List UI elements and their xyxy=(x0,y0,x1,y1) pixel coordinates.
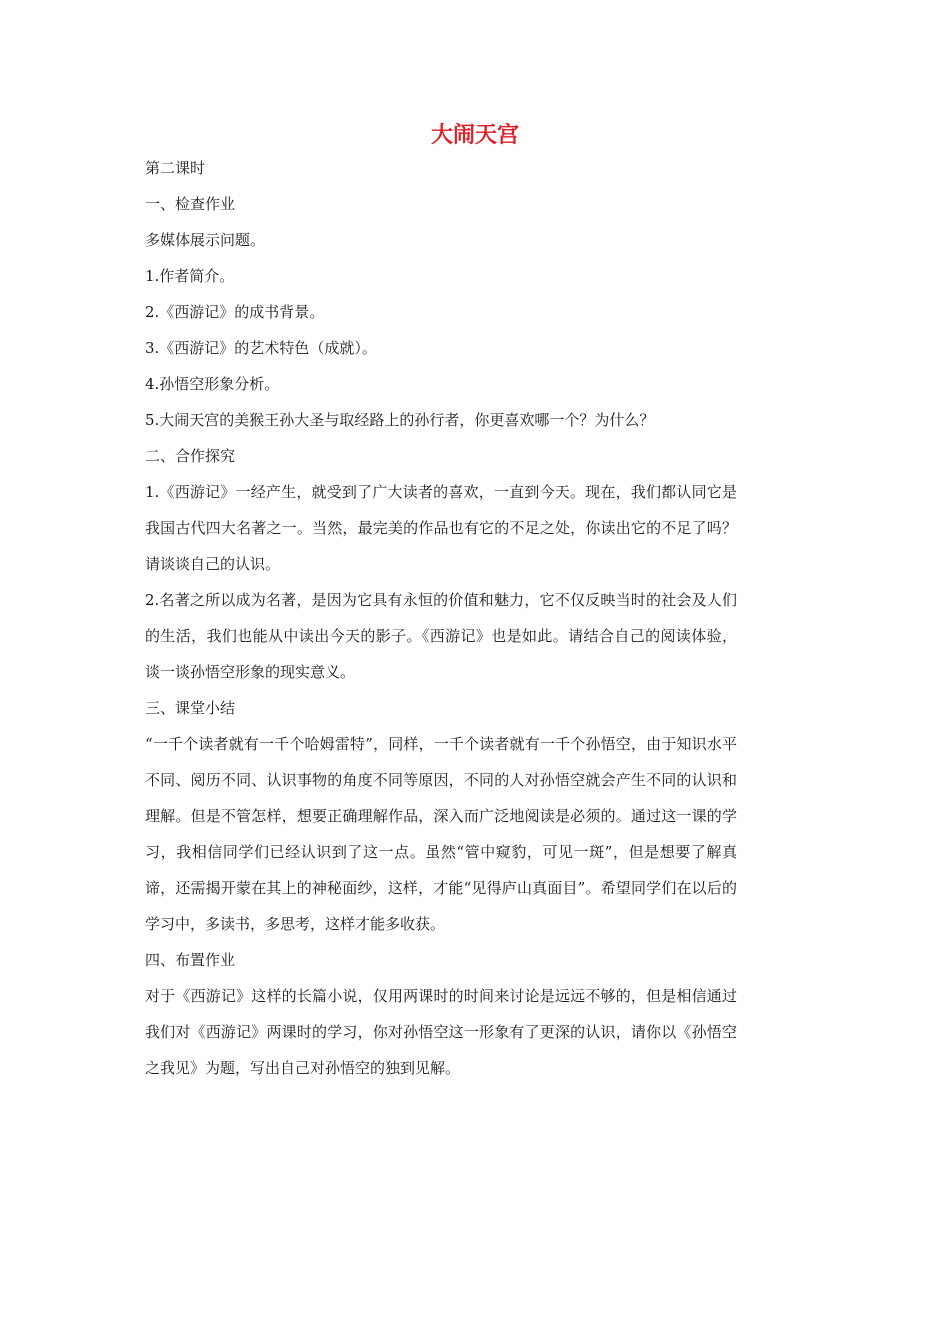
body-text: 多媒体展示问题。 xyxy=(145,231,266,249)
section-heading-check-homework: 一、检查作业 xyxy=(145,195,236,213)
section-heading-cooperative-inquiry: 二、合作探究 xyxy=(145,447,236,465)
list-item: 3.《西游记》的艺术特色（成就）。 xyxy=(145,339,377,357)
document-title: 大闹天宫 xyxy=(430,123,519,148)
lesson-period: 第二课时 xyxy=(145,159,206,177)
list-item: 5.大闹天宫的美猴王孙大圣与取经路上的孙行者，你更喜欢哪一个？为什么？ xyxy=(145,411,655,429)
list-item: 1.作者简介。 xyxy=(145,267,235,285)
section-heading-class-summary: 三、课堂小结 xyxy=(145,699,236,717)
inquiry-question-2: 2.名著之所以成为名著，是因为它具有永恒的价值和魅力，它不仅反映当时的社会及人们的生活，我们也能从中读出今天的影子。《西游记》也是如此。请结合自己的阅读体验，谈一谈孙悟空形象的现实意义。 xyxy=(145,591,737,681)
list-item: 2.《西游记》的成书背景。 xyxy=(145,303,325,321)
homework-paragraph: 对于《西游记》这样的长篇小说，仅用两课时的时间来讨论是远远不够的，但是相信通过我们对《西游记》两课时的学习，你对孙悟空这一形象有了更深的认识，请你以《孙悟空之我见》为题，写出自己对孙悟空的独到见解。 xyxy=(145,987,737,1077)
summary-paragraph: “一千个读者就有一千个哈姆雷特”，同样，一千个读者就有一千个孙悟空，由于知识水平不同、阅历不同、认识事物的角度不同等原因，不同的人对孙悟空就会产生不同的认识和理解。但是不管怎样，想要正确理解作品，深入而广泛地阅读是必须的。通过这一课的学习，我相信同学们已经认识到了这一点。虽然“管中窥豹，可见一斑”，但是想要了解真谛，还需揭开蒙在其上的神秘面纱，这样，才能“见得庐山真面目”。希望同学们在以后的学习中，多读书，多思考，这样才能多收获。 xyxy=(145,735,737,933)
list-item: 4.孙悟空形象分析。 xyxy=(145,375,280,393)
section-heading-assign-homework: 四、布置作业 xyxy=(145,951,236,969)
inquiry-question-1: 1.《西游记》一经产生，就受到了广大读者的喜欢，一直到今天。现在，我们都认同它是我国古代四大名著之一。当然，最完美的作品也有它的不足之处，你读出它的不足了吗？请谈谈自己的认识。 xyxy=(145,483,737,573)
document-body xyxy=(145,150,737,1086)
